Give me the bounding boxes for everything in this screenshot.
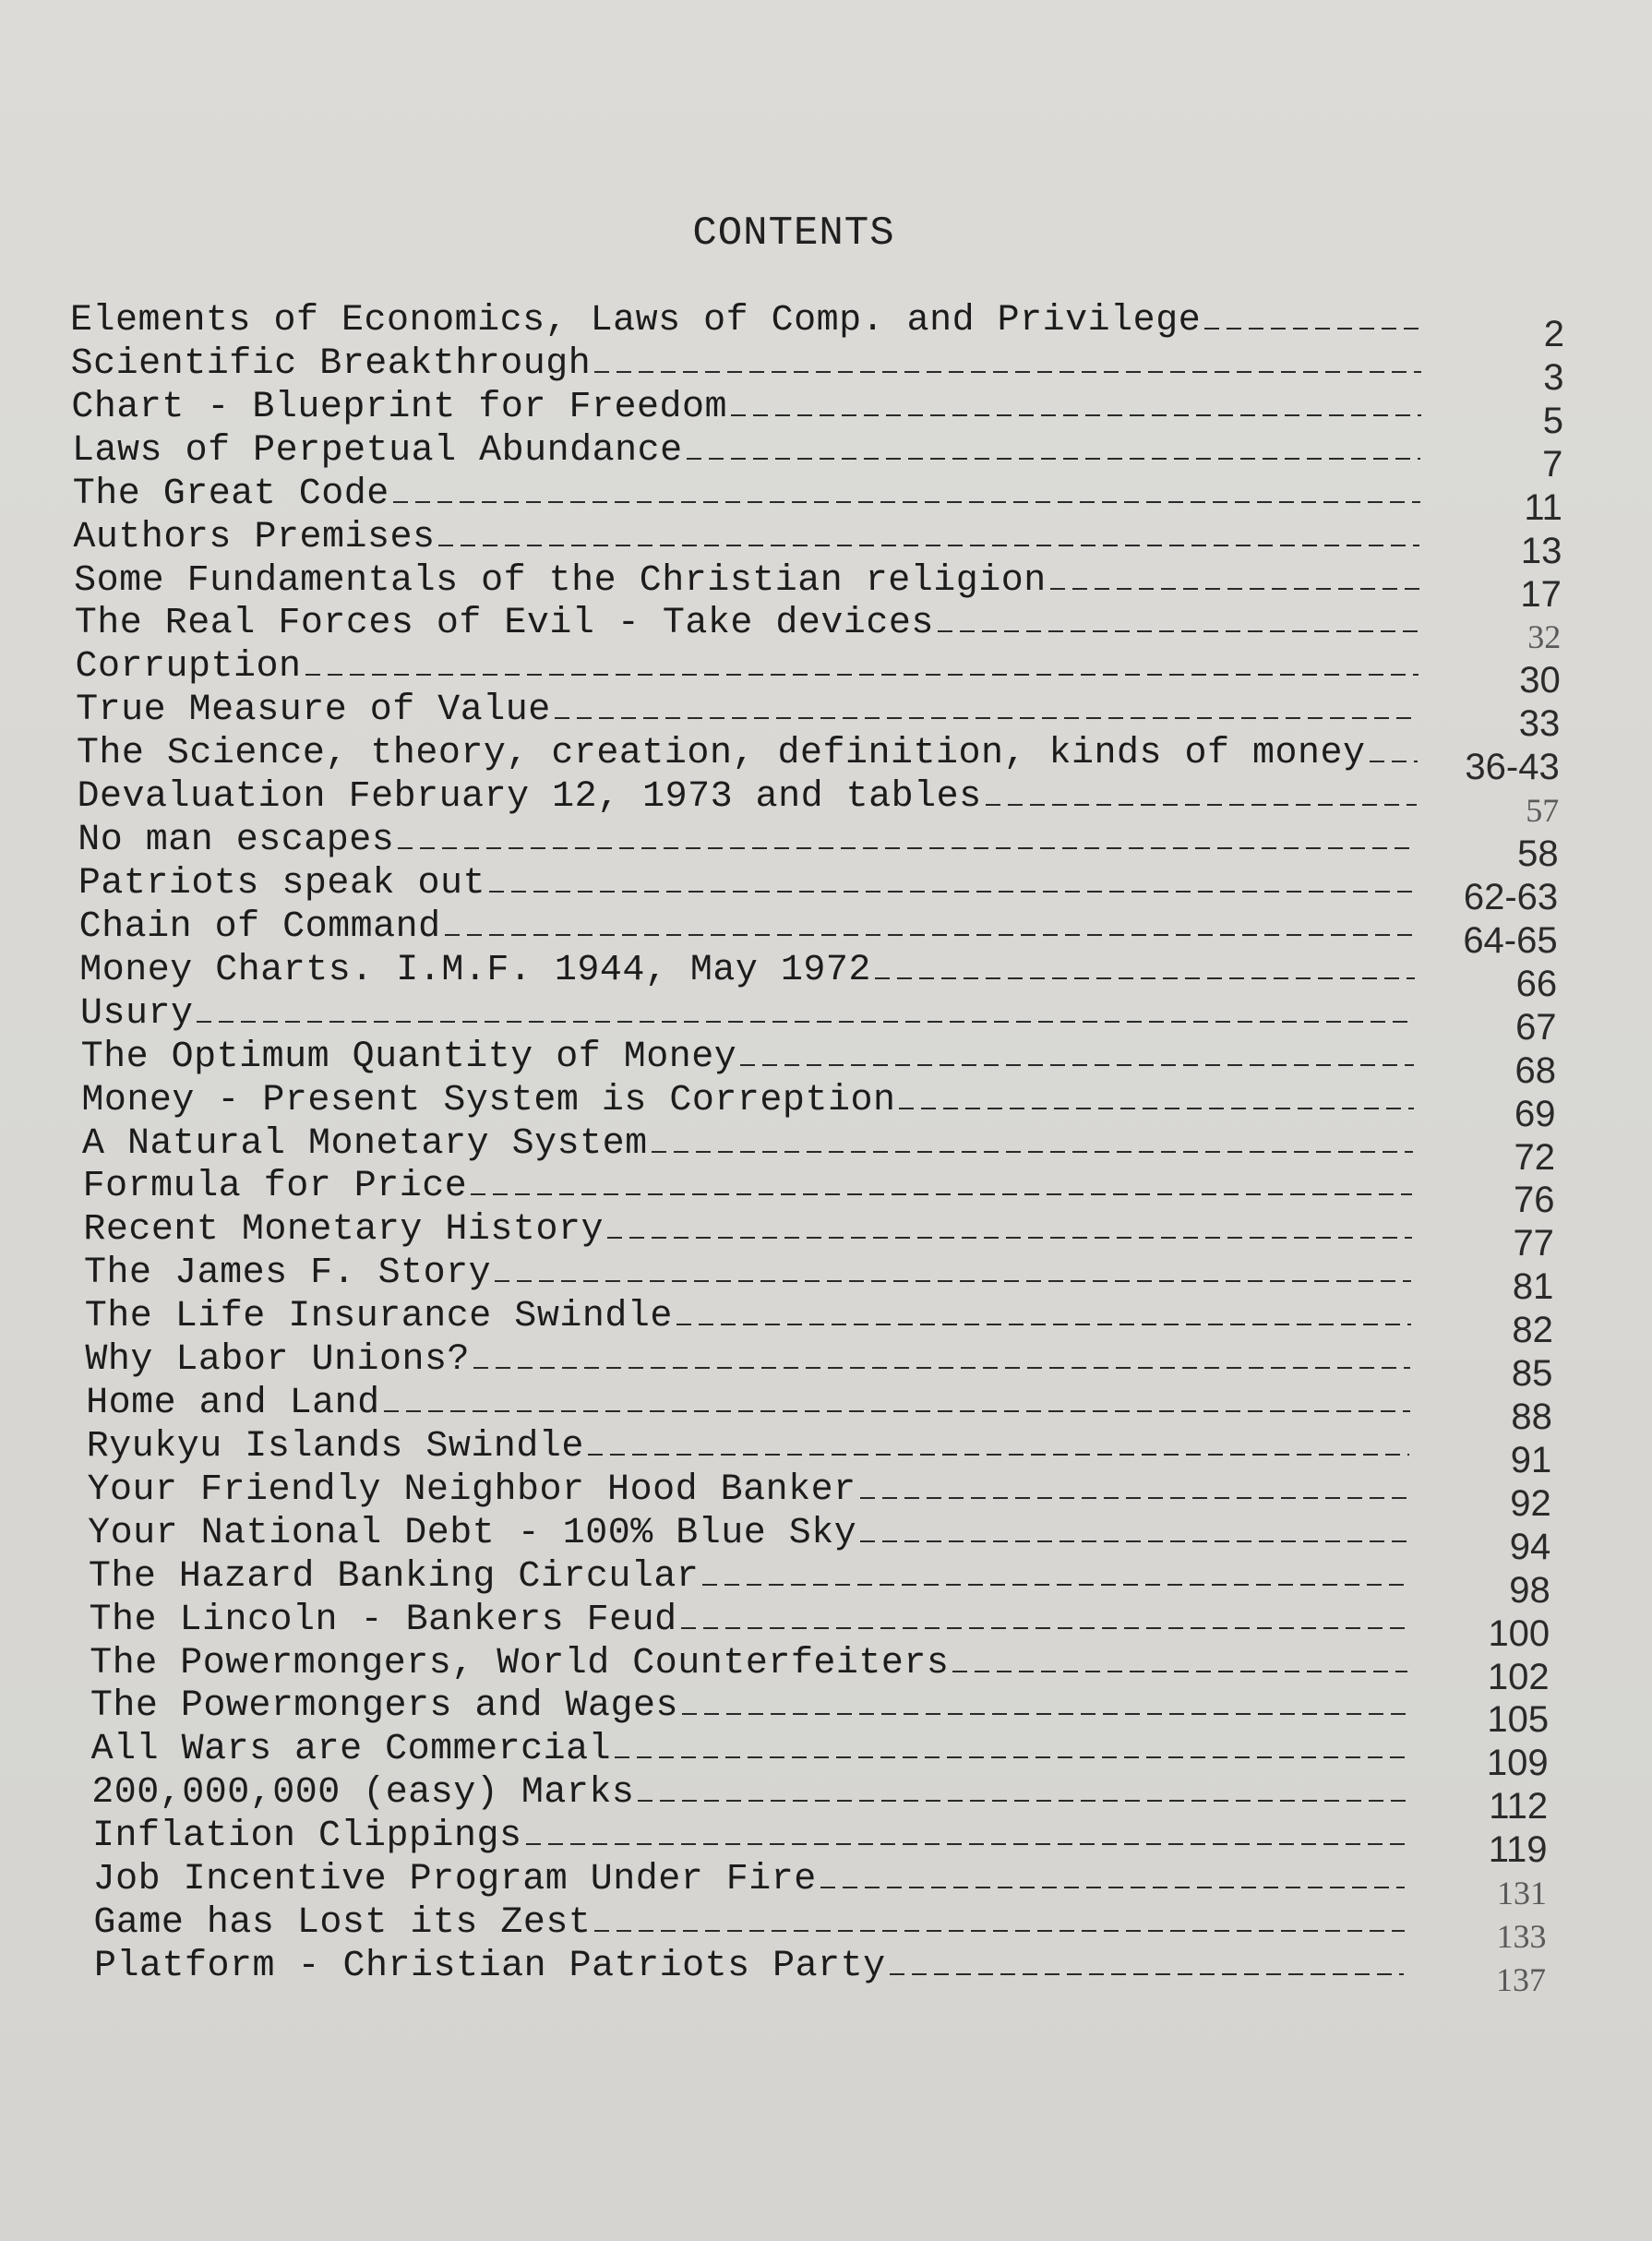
toc-entry-line	[86, 1383, 1410, 1425]
toc-entry	[84, 1252, 1607, 1308]
toc-entry-page-number: 11	[1524, 486, 1562, 528]
toc-entry-page-number: 69	[1514, 1093, 1556, 1134]
toc-entry	[93, 1902, 1616, 1956]
toc-entry	[74, 603, 1598, 656]
toc-entry-title: Authors Premises	[73, 516, 436, 558]
toc-entry	[79, 949, 1602, 1004]
toc-entry	[85, 1339, 1608, 1395]
toc-entry-title: Some Fundamentals of the Christian religion	[74, 559, 1047, 602]
toc-entry-title: The Powermongers, World Counterfeiters	[90, 1642, 950, 1684]
toc-entry-line	[84, 1252, 1411, 1295]
toc-entry	[70, 342, 1594, 398]
toc-entry	[92, 1859, 1616, 1912]
dot-leader	[555, 717, 1419, 719]
toc-entry-line	[90, 1685, 1407, 1728]
dot-leader	[594, 1930, 1404, 1932]
toc-entry-title: The Life Insurance Swindle	[84, 1296, 673, 1338]
toc-entry-title: No man escapes	[78, 820, 395, 862]
toc-entry-title: Elements of Economics, Laws of Comp. and Privilege	[70, 300, 1202, 342]
toc-entry-title: True Measure of Value	[76, 689, 551, 732]
toc-entry-line	[81, 1037, 1414, 1079]
toc-entry-line	[90, 1643, 1407, 1685]
dot-leader	[489, 891, 1416, 893]
toc-entry	[94, 1946, 1617, 1998]
dot-leader	[938, 630, 1419, 632]
toc-entry	[90, 1685, 1613, 1741]
toc-entry-title: Your National Debt - 100% Blue Sky	[88, 1512, 857, 1554]
toc-entry-title: Inflation Clippings	[91, 1816, 522, 1858]
toc-entry-line	[85, 1339, 1410, 1382]
toc-entry-page-number: 58	[1517, 833, 1559, 875]
toc-entry-title: Platform - Christian Patriots Party	[94, 1946, 886, 1987]
dot-leader	[615, 1756, 1406, 1758]
toc-entry-line	[90, 1600, 1408, 1642]
toc-entry-page-number: 3	[1543, 356, 1564, 398]
dot-leader	[1204, 328, 1422, 330]
toc-entry-title: Formula for Price	[82, 1166, 468, 1208]
toc-entry-page-number: 7	[1542, 443, 1563, 485]
toc-entry-page-number: 17	[1520, 573, 1562, 615]
toc-entry	[83, 1209, 1606, 1264]
toc-entry-page-number: 133	[1496, 1918, 1547, 1956]
toc-entry	[91, 1772, 1614, 1828]
toc-entry-title: The Lincoln - Bankers Feud	[89, 1599, 677, 1641]
toc-entry-page-number: 98	[1509, 1569, 1550, 1611]
toc-entry	[72, 473, 1596, 528]
toc-entry-page-number: 62-63	[1463, 876, 1559, 917]
toc-entry-line	[92, 1816, 1406, 1858]
dot-leader	[952, 1671, 1407, 1672]
toc-entry-title: Your Friendly Neighbor Hood Banker	[87, 1468, 856, 1511]
toc-entry-line	[73, 473, 1420, 516]
toc-entry-title: Recent Monetary History	[83, 1209, 604, 1252]
dot-leader	[638, 1800, 1406, 1802]
toc-entry-title: The Powermongers and Wages	[90, 1685, 678, 1728]
toc-entry-line	[76, 689, 1418, 732]
toc-entry-title: Laws of Perpetual Abundance	[72, 429, 683, 472]
toc-entry-title: The Science, theory, creation, definition, kinds of money	[76, 733, 1366, 775]
toc-entry-title: The Hazard Banking Circular	[88, 1555, 700, 1598]
toc-entry-page-number: 67	[1515, 1006, 1557, 1048]
toc-entry	[81, 1079, 1604, 1134]
toc-entry-title: The Optimum Quantity of Money	[80, 1036, 737, 1078]
dot-leader	[588, 1454, 1409, 1456]
toc-entry-page-number: 109	[1486, 1743, 1549, 1784]
toc-entry-title: Why Labor Unions?	[85, 1339, 470, 1382]
toc-entry-line	[73, 517, 1419, 559]
toc-entry-page-number: 92	[1510, 1482, 1551, 1524]
toc-entry	[82, 1122, 1605, 1178]
toc-entry	[71, 386, 1594, 441]
toc-entry-page-number: 81	[1512, 1266, 1554, 1308]
toc-entry-line	[88, 1513, 1408, 1555]
toc-entry-line	[79, 950, 1415, 992]
toc-entry-title: Job Incentive Program Under Fire	[92, 1859, 817, 1901]
dot-leader	[438, 545, 1419, 546]
toc-entry-page-number: 57	[1526, 792, 1560, 830]
toc-entry	[75, 646, 1598, 701]
dot-leader	[860, 1497, 1409, 1499]
toc-entry-page-number: 2	[1543, 314, 1564, 354]
toc-entry-page-number: 68	[1514, 1049, 1557, 1091]
toc-entry	[76, 733, 1599, 788]
dot-leader	[899, 1108, 1413, 1109]
toc-entry-page-number: 82	[1512, 1310, 1553, 1351]
toc-entry-title: The Great Code	[72, 473, 389, 515]
dot-leader	[398, 847, 1416, 849]
dot-leader	[594, 371, 1421, 373]
toc-entry	[76, 689, 1598, 745]
toc-entry	[88, 1512, 1610, 1567]
toc-entry-page-number: 13	[1520, 530, 1562, 571]
toc-entry-line	[91, 1729, 1407, 1771]
toc-entry-line	[78, 863, 1416, 905]
toc-entry-page-number: 30	[1519, 660, 1561, 701]
dot-leader	[676, 1324, 1411, 1325]
toc-entry-title: Home and Land	[86, 1383, 380, 1425]
toc-entry-title: Money Charts. I.M.F. 1944, May 1972	[79, 949, 871, 991]
toc-entry-line	[87, 1426, 1410, 1468]
toc-entry-title: Devaluation February 12, 1973 and tables	[77, 776, 982, 819]
dot-leader	[1050, 588, 1419, 590]
toc-entry-page-number: 105	[1487, 1699, 1550, 1741]
toc-entry	[87, 1468, 1610, 1524]
dot-leader	[731, 414, 1421, 416]
toc-entry-line	[85, 1296, 1411, 1338]
toc-entry-line	[93, 1902, 1404, 1945]
dot-leader	[860, 1540, 1408, 1542]
dot-leader	[820, 1887, 1405, 1888]
dot-leader	[687, 458, 1421, 460]
dot-leader	[384, 1410, 1410, 1412]
toc-entry-line	[78, 776, 1418, 819]
toc-entry	[79, 992, 1603, 1048]
dot-leader	[305, 674, 1419, 676]
toc-entry-page-number: 64-65	[1463, 919, 1558, 961]
toc-entry-line	[87, 1469, 1408, 1512]
toc-entry-line	[71, 387, 1421, 429]
toc-entry-title: Chart - Blueprint for Freedom	[71, 386, 727, 428]
dot-leader	[445, 934, 1416, 936]
toc-entry-page-number: 76	[1513, 1180, 1555, 1221]
toc-entry-line	[75, 603, 1419, 645]
toc-entry-line	[78, 820, 1416, 862]
dot-leader	[1370, 761, 1418, 762]
toc-entry-title: Money - Present System is Correption	[81, 1079, 896, 1121]
toc-entry-page-number: 88	[1511, 1396, 1552, 1438]
toc-entry-page-number: 91	[1510, 1439, 1552, 1480]
dot-leader	[393, 501, 1420, 503]
toc-entry-page-number: 66	[1515, 963, 1558, 1004]
toc-entry	[90, 1642, 1612, 1697]
toc-entry	[91, 1816, 1615, 1871]
toc-entry-line	[79, 906, 1416, 949]
toc-entry-title: The James F. Story	[84, 1252, 492, 1295]
dot-leader	[890, 1973, 1404, 1975]
toc-entry	[70, 300, 1593, 354]
toc-entry-page-number: 100	[1488, 1612, 1550, 1654]
toc-entry	[78, 862, 1601, 917]
toc-entry-page-number: 72	[1514, 1136, 1555, 1178]
toc-entry-line	[89, 1556, 1408, 1599]
toc-entry-line	[81, 1080, 1413, 1122]
dot-leader	[473, 1367, 1410, 1369]
dot-leader	[197, 1021, 1414, 1023]
dot-leader	[986, 804, 1418, 806]
toc-entry-line	[80, 993, 1415, 1036]
toc-entry-title: Corruption	[75, 646, 302, 689]
dot-leader	[526, 1843, 1406, 1845]
toc-entry-title: Usury	[79, 992, 194, 1035]
toc-entry-line	[74, 560, 1419, 603]
contents-heading: CONTENTS	[692, 210, 895, 257]
toc-entry-page-number: 33	[1518, 703, 1561, 745]
toc-entry	[80, 1036, 1604, 1091]
toc-entry-page-number: 85	[1511, 1353, 1553, 1395]
toc-entry	[78, 905, 1602, 961]
toc-entry	[82, 1166, 1606, 1221]
toc-entry-line	[83, 1209, 1412, 1252]
toc-entry-page-number: 36-43	[1465, 747, 1560, 788]
toc-entry-line	[83, 1166, 1413, 1208]
toc-entry-page-number: 77	[1513, 1223, 1554, 1264]
dot-leader	[652, 1151, 1413, 1153]
toc-entry	[84, 1296, 1608, 1351]
toc-entry	[86, 1383, 1609, 1438]
toc-entry-line	[72, 430, 1420, 473]
toc-entry-page-number: 32	[1527, 618, 1562, 656]
toc-entry-page-number: 137	[1496, 1961, 1546, 1998]
toc-entry-title: Ryukyu Islands Swindle	[86, 1425, 584, 1468]
dot-leader	[607, 1237, 1412, 1239]
toc-entry	[88, 1555, 1611, 1611]
dot-leader	[682, 1713, 1407, 1715]
toc-entry-title: Game has Lost its Zest	[93, 1902, 592, 1945]
toc-entry	[86, 1425, 1610, 1480]
toc-entry	[74, 559, 1597, 615]
toc-entry-title: 200,000,000 (easy) Marks	[91, 1772, 635, 1815]
toc-entry-line	[75, 646, 1418, 689]
toc-entry-title: A Natural Monetary System	[82, 1122, 648, 1165]
toc-entry-line	[91, 1772, 1406, 1815]
toc-entry	[72, 429, 1595, 485]
toc-entry-line	[94, 1946, 1404, 1988]
toc-entry-page-number: 102	[1487, 1656, 1550, 1697]
toc-entry-title: Patriots speak out	[78, 862, 485, 905]
toc-entry-line	[77, 733, 1418, 775]
toc-entry-page-number: 94	[1509, 1526, 1551, 1567]
dot-leader	[681, 1627, 1408, 1629]
dot-leader	[471, 1193, 1412, 1195]
toc-entry-line	[71, 343, 1422, 386]
toc-entry-line	[70, 300, 1422, 342]
toc-entry-page-number: 131	[1497, 1875, 1548, 1912]
toc-entry	[89, 1599, 1612, 1654]
toc-entry-title: The Real Forces of Evil - Take devices	[74, 603, 934, 645]
dot-leader	[495, 1280, 1411, 1282]
toc-entry-page-number: 119	[1488, 1829, 1548, 1871]
toc-entry-page-number: 5	[1542, 400, 1563, 441]
toc-entry	[78, 820, 1600, 875]
dot-leader	[875, 977, 1415, 979]
toc-entry-line	[82, 1123, 1413, 1166]
toc-entry-title: Scientific Breakthrough	[70, 342, 592, 385]
toc-entry-title: All Wars are Commercial	[90, 1729, 612, 1771]
dot-leader	[740, 1064, 1414, 1066]
toc-entry-line	[93, 1859, 1405, 1901]
toc-entry	[90, 1729, 1614, 1784]
toc-entry-title: Chain of Command	[78, 905, 441, 948]
dot-leader	[702, 1584, 1407, 1586]
toc-entry-page-number: 112	[1489, 1786, 1549, 1828]
toc-entry	[73, 516, 1596, 571]
toc-entry	[77, 776, 1600, 830]
